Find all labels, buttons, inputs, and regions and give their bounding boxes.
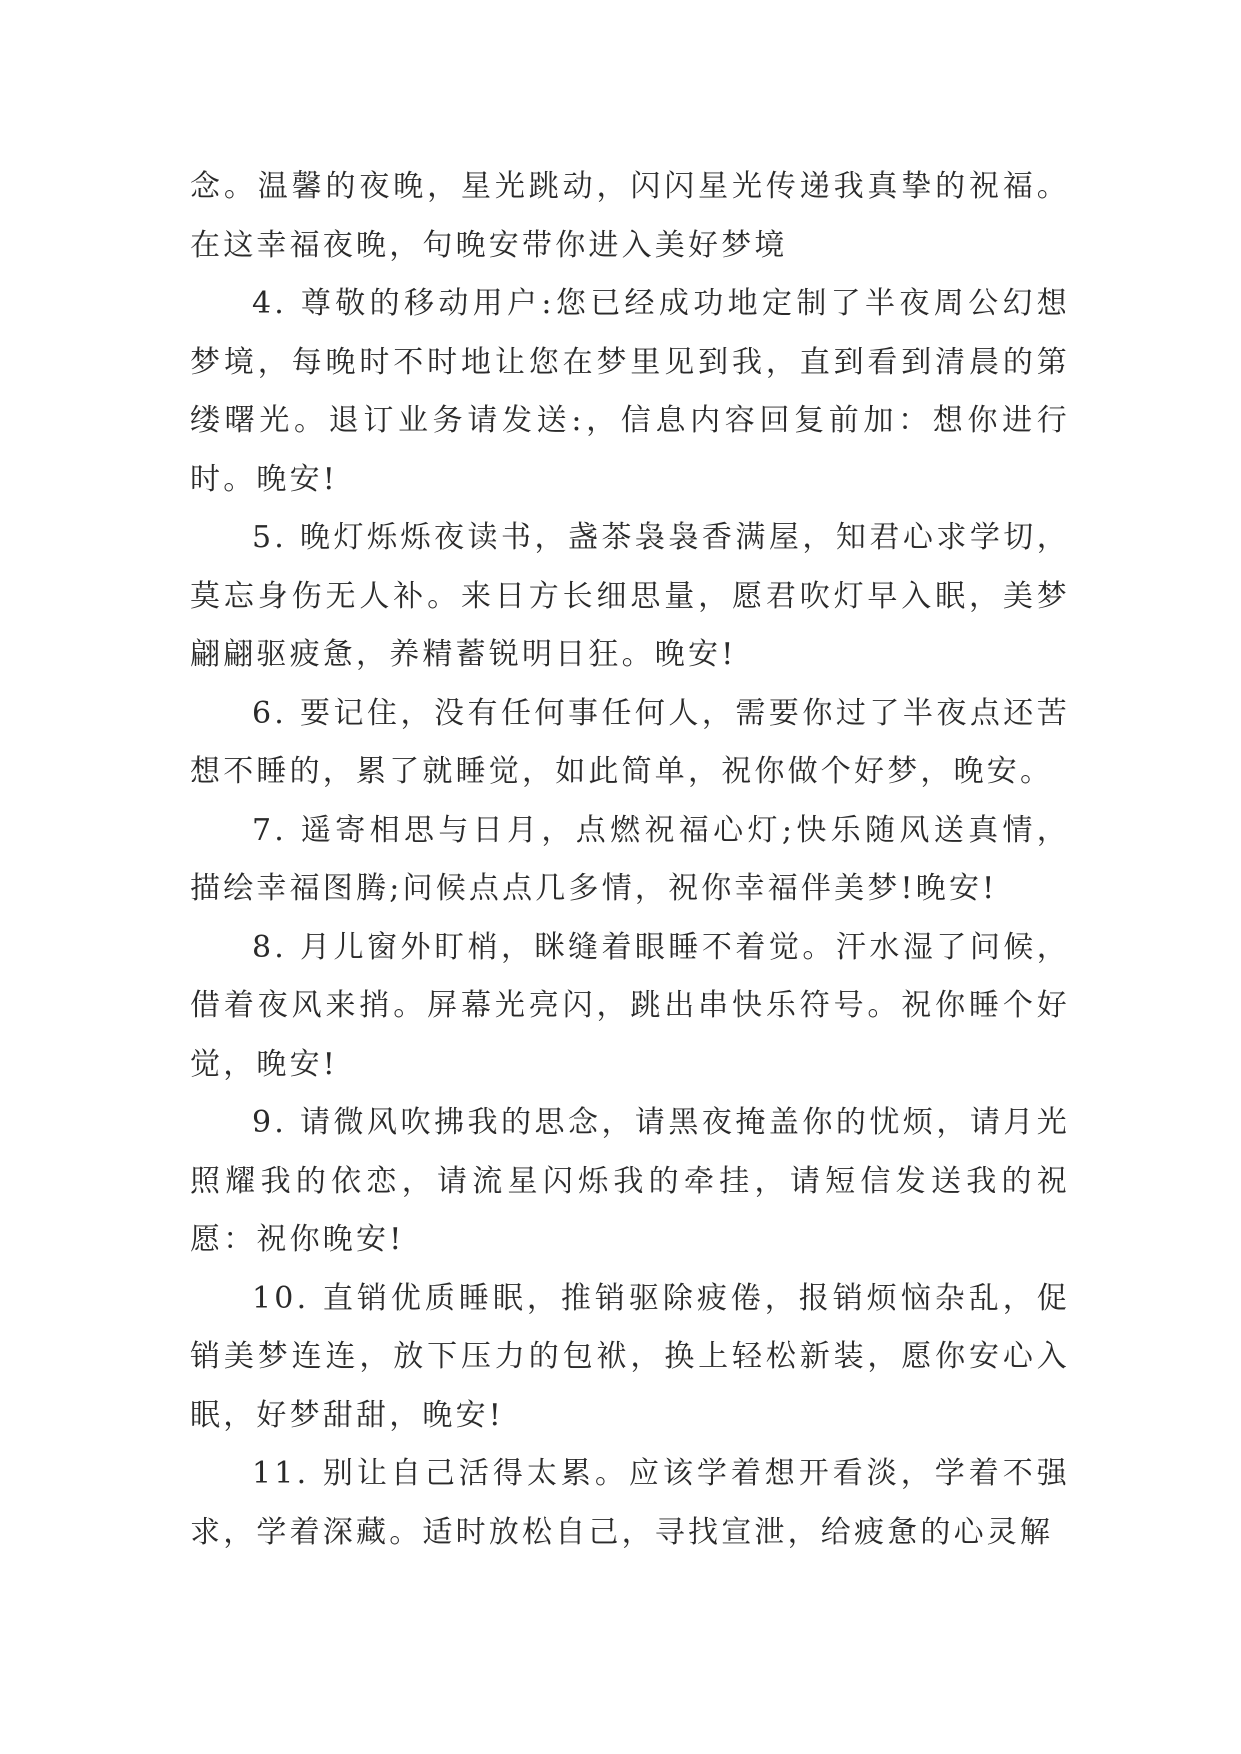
list-item-10: 10. 直销优质睡眠，推销驱除疲倦，报销烦恼杂乱，促销美梦连连，放下压力的包袱，换上轻松新装，愿你安心入眠，好梦甜甜，晚安!	[190, 1280, 1070, 1433]
list-item-11: 11. 别让自己活得太累。应该学着想开看淡，学着不强求，学着深藏。适时放松自己，寻找宣泄，给疲惫的心灵解	[190, 1456, 1070, 1550]
list-item-6: 6. 要记住，没有任何事任何人，需要你过了半夜点还苦想不睡的，累了就睡觉，如此简单，祝你做个好梦，晚安。	[190, 695, 1070, 789]
list-item-5: 5. 晚灯烁烁夜读书，盏茶袅袅香满屋，知君心求学切，莫忘身伤无人补。来日方长细思量，愿君吹灯早入眠，美梦翩翩驱疲惫，养精蓄锐明日狂。晚安!	[190, 520, 1070, 672]
continuation-paragraph: 念。温馨的夜晚，星光跳动，闪闪星光传递我真挚的祝福。在这幸福夜晚，句晚安带你进入美好梦境	[190, 169, 1070, 263]
list-item-8: 8. 月儿窗外盯梢，眯缝着眼睡不着觉。汗水湿了问候，借着夜风来捎。屏幕光亮闪，跳出串快乐符号。祝你睡个好觉，晚安!	[190, 929, 1070, 1082]
list-item-7: 7. 遥寄相思与日月，点燃祝福心灯;快乐随风送真情，描绘幸福图腾;问候点点几多情，祝你幸福伴美梦!晚安!	[190, 812, 1070, 906]
list-item-9: 9. 请微风吹拂我的思念，请黑夜掩盖你的忧烦，请月光照耀我的依恋，请流星闪烁我的牵挂，请短信发送我的祝愿：祝你晚安!	[190, 1105, 1070, 1257]
list-item-4: 4. 尊敬的移动用户:您已经成功地定制了半夜周公幻想梦境，每晚时不时地让您在梦里见到我，直到看到清晨的第缕曙光。退订业务请发送:，信息内容回复前加：想你进行时。晚安!	[190, 286, 1070, 497]
document-body	[190, 158, 1070, 1562]
